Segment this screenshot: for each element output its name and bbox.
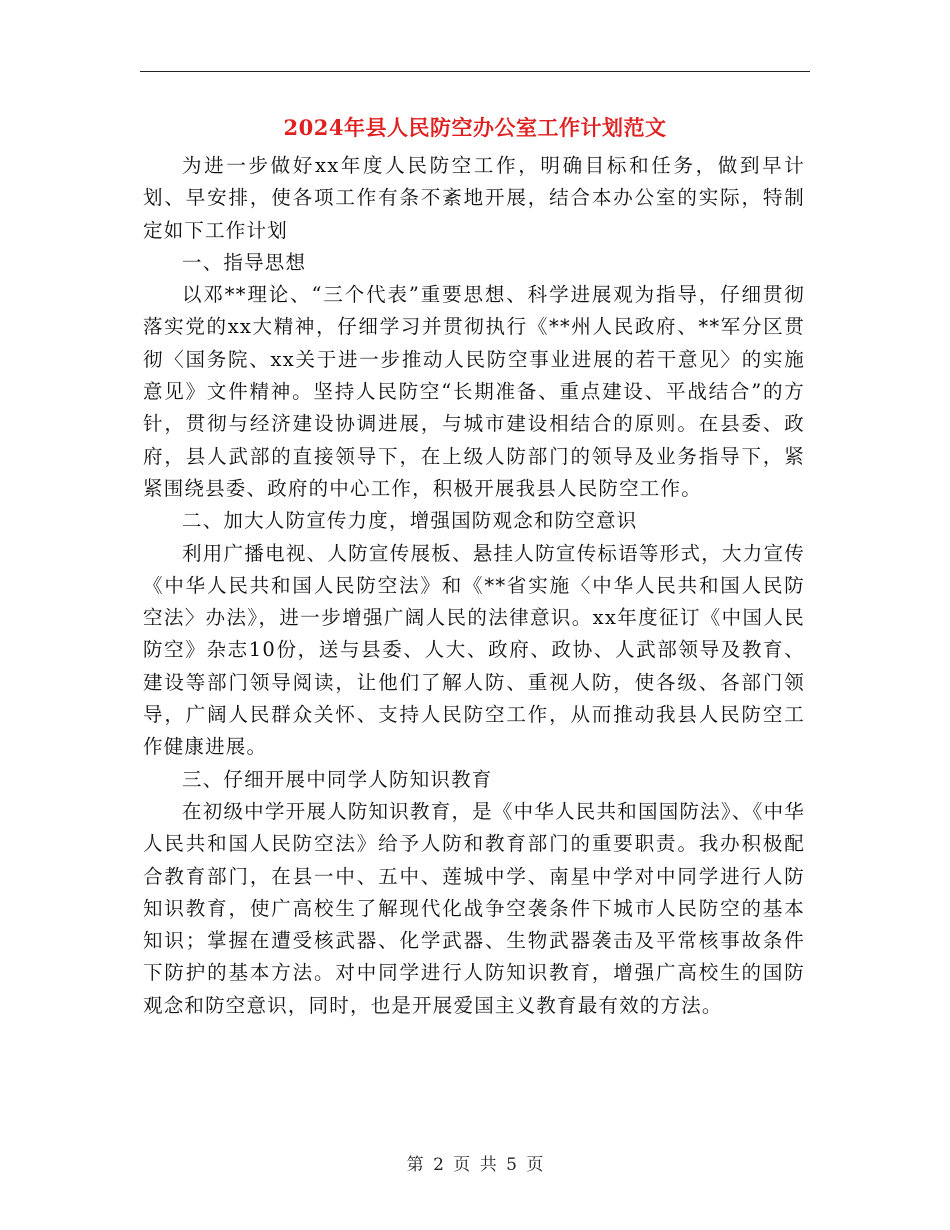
intro-paragraph: 为进一步做好xx年度人民防空工作，明确目标和任务，做到早计划、早安排，使各项工作有条不紊地开展，结合本办公室的实际，特制定如下工作计划 bbox=[143, 154, 805, 242]
page-number-footer: 第 2 页 共 5 页 bbox=[406, 1155, 544, 1175]
section-heading-guiding-ideology: 一、指导思想 bbox=[182, 250, 307, 274]
section-heading-education: 三、仔细开展中同学人防知识教育 bbox=[182, 767, 493, 791]
publicity-paragraph: 利用广播电视、人防宣传展板、悬挂人防宣传标语等形式，大力宣传《中华人民共和国人民防空法》和《**省实施〈中华人民共和国人民防空法〉办法》，进一步增强广阔人民的法律意识。xx年度征订《中国人民防空》杂志10份，送与县委、人大、政府、政协、人武部领导及教育、建设等部门领导阅读，让他们了解人防、重视人防，使各级、各部门领导，广阔人民群众关怀、支持人民防空工作，从而推动我县人民防空工作健康进展。 bbox=[143, 541, 805, 759]
document-title: 2024年县人民防空办公室工作计划范文 bbox=[283, 115, 667, 140]
section-heading-publicity: 二、加大人防宣传力度，增强国防观念和防空意识 bbox=[182, 509, 638, 533]
education-paragraph: 在初级中学开展人防知识教育，是《中华人民共和国国防法》、《中华人民共和国人民防空法》给予人防和教育部门的重要职责。我办积极配合教育部门，在县一中、五中、莲城中学、南星中学对中同学进行人防知识教育，使广高校生了解现代化战争空袭条件下城市人民防空的基本知识；掌握在遭受核武器、化学武器、生物武器袭击及平常核事故条件下防护的基本方法。对中同学进行人防知识教育，增强广高校生的国防观念和防空意识，同时，也是开展爱国主义教育最有效的方法。 bbox=[143, 799, 805, 1017]
header-rule bbox=[140, 71, 810, 72]
document-body bbox=[143, 150, 805, 1022]
guiding-ideology-paragraph: 以邓**理论、“三个代表”重要思想、科学进展观为指导，仔细贯彻落实党的xx大精神，仔细学习并贯彻执行《**州人民政府、**军分区贯彻〈国务院、xx关于进一步推动人民防空事业进展的若干意见〉的实施意见》文件精神。坚持人民防空“长期准备、重点建设、平战结合”的方针，贯彻与经济建设协调进展，与城市建设相结合的原则。在县委、政府，县人武部的直接领导下，在上级人防部门的领导及业务指导下，紧紧围绕县委、政府的中心工作，积极开展我县人民防空工作。 bbox=[143, 283, 805, 500]
